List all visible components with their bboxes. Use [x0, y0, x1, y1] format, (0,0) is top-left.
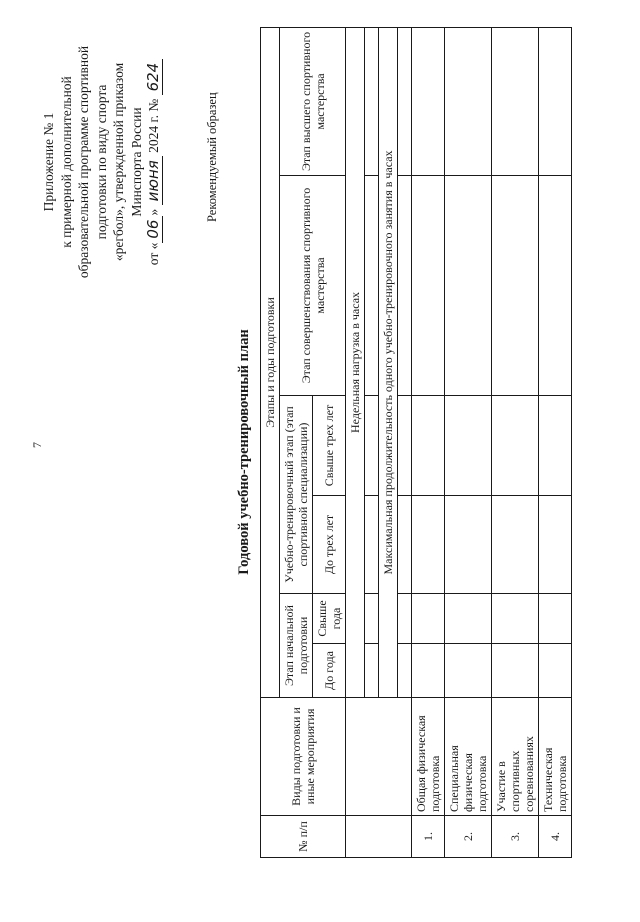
row-num: 4. [539, 816, 572, 858]
spacer-cell [346, 698, 412, 816]
cell [412, 644, 445, 698]
cell [365, 644, 379, 698]
row-activity: Техническая подготовка [539, 698, 572, 816]
weekly-load-label: Недельная нагрузка в часах [346, 27, 365, 697]
order-month-handwritten: июня [144, 156, 163, 205]
row-num: 3. [492, 816, 539, 858]
cell [445, 644, 492, 698]
spacer-cell [346, 816, 412, 858]
appendix-line: к примерной дополнительной [58, 76, 74, 248]
table-row [445, 27, 492, 857]
table-row [412, 27, 445, 857]
cell [365, 594, 379, 644]
recommended-sample-label: Рекомендуемый образец [205, 92, 219, 222]
table-row [492, 27, 539, 857]
order-day-handwritten: 06 [144, 216, 163, 243]
header-stages: Этапы и годы подготовки [261, 27, 280, 697]
row-num: 2. [445, 816, 492, 858]
appendix-header [40, 32, 163, 292]
row-activity: Общая физическая подготовка [412, 698, 445, 816]
header-stage-highest: Этап высшего спортивного мастерства [280, 27, 346, 175]
cell [539, 27, 572, 175]
header-over-year: Свыше года [313, 594, 346, 644]
header-up-to-year: До года [313, 644, 346, 698]
header-activity: Виды подготовки и иные мероприятия [261, 698, 346, 816]
cell [445, 396, 492, 496]
order-prefix: от « [146, 242, 161, 266]
document-title: Годовой учебно-тренировочный план [236, 329, 252, 575]
cell [398, 594, 412, 644]
cell [365, 496, 379, 594]
appendix-line: подготовки по виду спорта [93, 84, 109, 240]
cell [492, 644, 539, 698]
cell [398, 496, 412, 594]
header-stage-improvement: Этап совершенствования спортивного мастерства [280, 176, 346, 396]
cell [412, 396, 445, 496]
appendix-line: «регбол», утвержденной приказом [111, 62, 126, 262]
cell [445, 496, 492, 594]
appendix-line: Минспорта России [128, 107, 144, 217]
order-number-handwritten: 624 [144, 59, 163, 96]
order-year: 2024 г. № [146, 98, 161, 153]
cell [398, 27, 412, 175]
cell [398, 396, 412, 496]
header-stage-training: Учебно-тренировочный этап (этап спортивной специализации) [280, 396, 313, 594]
cell [412, 27, 445, 175]
row-num: 1. [412, 816, 445, 858]
annual-training-plan-table [260, 27, 572, 858]
header-over-three: Свыше трех лет [313, 396, 346, 496]
cell [539, 594, 572, 644]
cell [539, 496, 572, 594]
row-activity: Специальная физическая подготовка [445, 698, 492, 816]
cell [492, 396, 539, 496]
cell [492, 594, 539, 644]
cell [412, 594, 445, 644]
order-line [145, 32, 163, 292]
cell [445, 176, 492, 396]
cell [365, 27, 379, 175]
cell [365, 396, 379, 496]
cell [445, 594, 492, 644]
row-activity: Участие в спортивных соревнованиях [492, 698, 539, 816]
cell [539, 644, 572, 698]
table-row [539, 27, 572, 857]
page-number: 7 [30, 442, 44, 448]
cell [412, 496, 445, 594]
header-num: № п/п [261, 816, 346, 858]
appendix-line: образовательной программе спортивной [76, 45, 91, 279]
max-duration-label: Максимальная продолжительность одного учебно-тренировочного занятия в часах [379, 27, 398, 697]
cell [365, 176, 379, 396]
cell [539, 396, 572, 496]
header-stage-initial: Этап начальной подготовки [280, 594, 313, 698]
cell [492, 496, 539, 594]
cell [492, 176, 539, 396]
cell [539, 176, 572, 396]
appendix-line: Приложение № 1 [41, 112, 56, 212]
cell [398, 176, 412, 396]
cell [445, 27, 492, 175]
header-up-to-three: До трех лет [313, 496, 346, 594]
cell [412, 176, 445, 396]
order-mid: » [146, 208, 161, 216]
cell [398, 644, 412, 698]
cell [492, 27, 539, 175]
